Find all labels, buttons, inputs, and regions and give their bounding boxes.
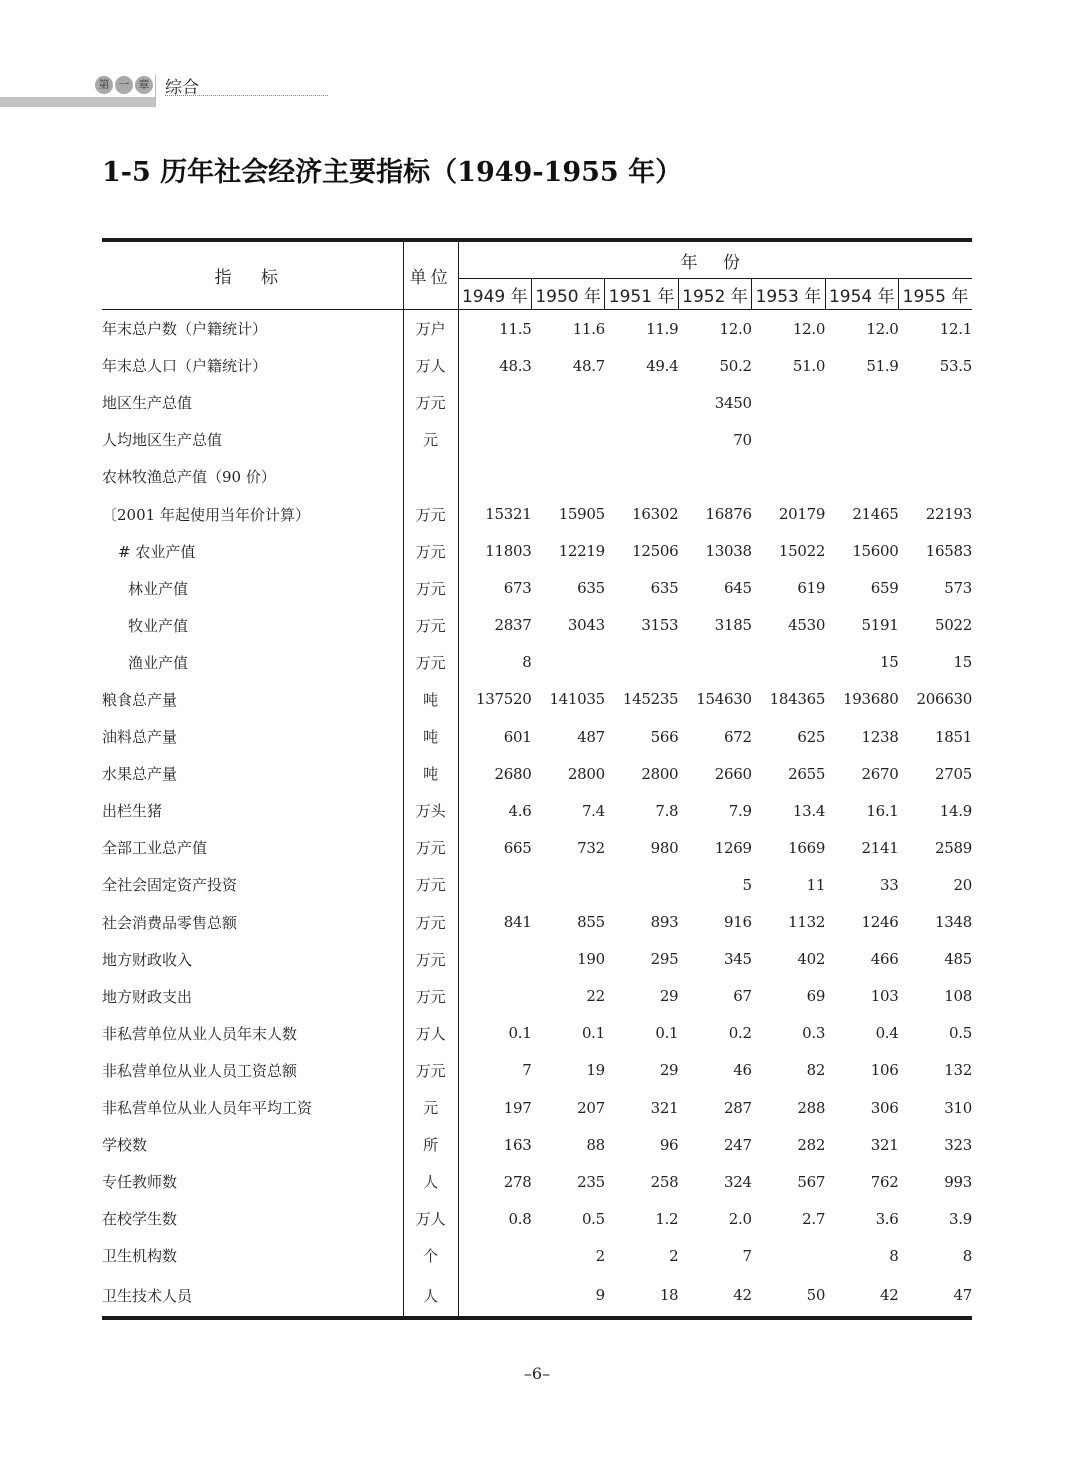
table-row [102, 755, 972, 792]
row-value [752, 458, 825, 495]
row-value: 163 [503, 1135, 532, 1154]
row-indicator: 年末总户数（户籍统计） [102, 320, 268, 339]
row-value: 645 [723, 579, 752, 598]
row-value: 7.9 [728, 801, 752, 820]
row-value: 50 [806, 1286, 826, 1305]
table-row [102, 681, 972, 718]
row-value: 9 [595, 1286, 605, 1305]
table-row [102, 458, 972, 495]
row-indicator: 水果总产量 [102, 765, 178, 784]
row-value: 7 [522, 1061, 532, 1080]
row-value: 19 [586, 1061, 605, 1080]
row-value: 0.4 [875, 1024, 899, 1043]
row-value: 12.0 [792, 319, 826, 338]
row-value: 1238 [861, 727, 899, 746]
row-value: 5022 [935, 616, 972, 635]
row-value: 3.9 [949, 1209, 972, 1228]
row-value: 18 [659, 1286, 679, 1305]
table-row [102, 533, 972, 570]
row-value: 2660 [714, 764, 752, 783]
row-value: 247 [723, 1135, 752, 1154]
row-value: 2800 [641, 764, 679, 783]
row-unit: 万元 [403, 495, 458, 532]
row-indicator: 全社会固定资产投资 [102, 876, 238, 895]
row-value: 184365 [769, 690, 826, 709]
row-value: 42 [733, 1286, 752, 1305]
row-value: 672 [723, 727, 752, 746]
row-value: 14.9 [939, 801, 972, 820]
row-unit: 万人 [403, 1015, 458, 1052]
row-indicator: 人均地区生产总值 [102, 431, 223, 450]
row-value [605, 458, 678, 495]
row-value: 5 [742, 875, 752, 894]
row-value: 16583 [925, 542, 972, 561]
row-value: 1.2 [655, 1209, 679, 1228]
page-number: –6– [523, 1364, 551, 1383]
row-value: 50.2 [719, 356, 752, 375]
row-value: 321 [870, 1135, 899, 1154]
row-indicator: 粮食总产量 [102, 690, 178, 709]
row-value: 69 [806, 987, 826, 1006]
row-value: 12219 [558, 542, 605, 561]
row-value: 893 [650, 913, 679, 932]
table-row [102, 644, 972, 681]
row-unit: 万人 [403, 1200, 458, 1237]
row-value [458, 1237, 531, 1274]
row-value: 916 [723, 913, 752, 932]
row-indicator: 渔业产值 [128, 653, 189, 672]
row-value: 235 [577, 1172, 605, 1191]
table-row [102, 1163, 972, 1200]
row-value: 29 [659, 1061, 679, 1080]
row-unit: 万元 [403, 644, 458, 681]
row-value: 49.4 [646, 356, 679, 375]
row-value: 619 [797, 579, 826, 598]
row-value [458, 978, 531, 1015]
row-value [605, 421, 678, 458]
row-indicator: 农林牧渔总产值（90 价） [102, 468, 276, 487]
row-value: 16302 [632, 505, 679, 524]
row-unit: 元 [403, 421, 458, 458]
row-value: 0.2 [728, 1024, 752, 1043]
row-value: 980 [650, 838, 679, 857]
table-row [102, 310, 972, 348]
row-value: 67 [733, 987, 752, 1006]
row-value: 7.8 [655, 801, 679, 820]
table-row [102, 570, 972, 607]
row-value [752, 1237, 825, 1274]
row-value: 2 [669, 1246, 679, 1265]
row-value: 2680 [494, 764, 532, 783]
row-value: 13038 [705, 542, 752, 561]
row-indicator: 全部工业总产值 [102, 839, 208, 858]
row-value: 282 [797, 1135, 826, 1154]
row-value: 3153 [641, 616, 679, 635]
row-value: 46 [733, 1061, 752, 1080]
column-header-year: 1951 年 [605, 279, 678, 310]
row-value: 51.0 [792, 356, 826, 375]
row-unit: 吨 [403, 755, 458, 792]
row-value: 96 [659, 1135, 679, 1154]
row-unit: 万元 [403, 904, 458, 941]
row-value [458, 458, 531, 495]
table-row [102, 866, 972, 903]
table-row [102, 1052, 972, 1089]
row-value: 4530 [788, 616, 826, 635]
row-value [678, 644, 751, 681]
row-unit: 万元 [403, 978, 458, 1015]
row-indicator: 牧业产值 [128, 616, 189, 635]
row-value [458, 866, 531, 903]
row-unit: 吨 [403, 681, 458, 718]
row-value: 762 [870, 1172, 899, 1191]
chapter-badge: 一 [115, 76, 133, 94]
column-header-indicator: 指 标 [102, 240, 403, 310]
row-value: 12.0 [866, 319, 899, 338]
row-unit: 元 [403, 1089, 458, 1126]
row-value: 466 [870, 950, 899, 969]
row-value: 321 [650, 1098, 679, 1117]
row-value: 635 [577, 579, 605, 598]
row-unit: 万元 [403, 384, 458, 421]
table-row [102, 718, 972, 755]
row-value: 2.0 [728, 1209, 752, 1228]
row-value: 11.6 [572, 319, 605, 338]
row-unit: 万元 [403, 829, 458, 866]
row-value: 0.1 [508, 1024, 532, 1043]
row-unit: 吨 [403, 718, 458, 755]
row-value [825, 421, 898, 458]
row-indicator: 油料总产量 [102, 728, 178, 747]
row-value: 51.9 [866, 356, 899, 375]
row-value: 11803 [485, 542, 532, 561]
header-divider [155, 74, 156, 107]
row-indicator: 非私营单位从业人员年平均工资 [102, 1099, 313, 1118]
row-value: 3185 [714, 616, 752, 635]
row-value [532, 421, 605, 458]
row-indicator: 社会消费品零售总额 [102, 913, 238, 932]
row-value [458, 941, 531, 978]
row-value: 8 [962, 1246, 972, 1265]
row-value: 324 [723, 1172, 752, 1191]
row-value: 11.9 [646, 319, 679, 338]
row-value: 8 [889, 1246, 899, 1265]
row-value: 1269 [714, 838, 752, 857]
row-indicator: 出栏生猪 [102, 802, 163, 821]
row-value: 12506 [632, 542, 679, 561]
header-gray-bar [0, 97, 156, 107]
row-value: 625 [797, 727, 826, 746]
indicators-table [102, 238, 972, 1320]
row-value: 11 [806, 875, 826, 894]
header-dotted-rule [165, 95, 328, 96]
row-value: 2705 [935, 764, 972, 783]
row-unit: 个 [403, 1237, 458, 1274]
row-value: 5191 [861, 616, 899, 635]
row-value: 7.4 [581, 801, 605, 820]
row-value: 197 [503, 1098, 532, 1117]
table-row [102, 904, 972, 941]
chapter-title: 综合 [165, 78, 199, 98]
table-row [102, 792, 972, 829]
row-value [825, 384, 898, 421]
row-value: 11.5 [499, 319, 532, 338]
chapter-badge: 第 [95, 76, 113, 94]
row-value [899, 384, 972, 421]
row-value: 48.7 [572, 356, 605, 375]
row-value: 53.5 [939, 356, 972, 375]
row-unit: 万元 [403, 533, 458, 570]
row-value: 573 [944, 579, 972, 598]
row-indicator: # 农业产值 [118, 542, 196, 561]
row-value [458, 1274, 531, 1318]
row-value: 16.1 [866, 801, 899, 820]
row-value: 2837 [494, 616, 532, 635]
row-value [605, 866, 678, 903]
row-indicator: 学校数 [102, 1136, 148, 1155]
row-value: 12.0 [719, 319, 752, 338]
row-value: 1851 [935, 727, 972, 746]
row-value: 154630 [696, 690, 752, 709]
row-value [532, 384, 605, 421]
row-value: 70 [733, 430, 752, 449]
row-value: 673 [503, 579, 532, 598]
row-unit: 万头 [403, 792, 458, 829]
row-value: 15 [880, 653, 899, 672]
row-value: 841 [503, 913, 532, 932]
row-value [532, 644, 605, 681]
row-value: 0.5 [949, 1024, 972, 1043]
table-row [102, 1200, 972, 1237]
row-value: 108 [944, 987, 972, 1006]
row-value: 855 [577, 913, 605, 932]
row-value: 8 [522, 653, 532, 672]
row-unit: 万元 [403, 1052, 458, 1089]
row-value: 22193 [925, 505, 972, 524]
row-indicator: 卫生机构数 [102, 1247, 178, 1266]
row-value: 3450 [714, 393, 752, 412]
row-unit: 万人 [403, 347, 458, 384]
row-value: 345 [723, 950, 752, 969]
row-unit: 人 [403, 1274, 458, 1318]
column-header-unit: 单位 [403, 240, 458, 310]
row-unit: 万元 [403, 941, 458, 978]
row-value [752, 644, 825, 681]
row-value: 288 [797, 1098, 826, 1117]
row-value: 732 [577, 838, 605, 857]
column-header-year: 1955 年 [902, 286, 969, 307]
row-value [899, 421, 972, 458]
table-row [102, 607, 972, 644]
row-value: 323 [944, 1135, 972, 1154]
row-value: 3043 [567, 616, 605, 635]
row-value: 310 [944, 1098, 972, 1117]
page-title: 1-5 历年社会经济主要指标（1949-1955 年） [102, 157, 683, 188]
table-row [102, 978, 972, 1015]
row-value: 487 [577, 727, 605, 746]
column-header-year: 1950 年 [532, 279, 605, 310]
table-row [102, 495, 972, 532]
row-value: 993 [944, 1172, 972, 1191]
row-indicator: 地方财政支出 [102, 987, 193, 1006]
table-row [102, 1237, 972, 1274]
row-unit: 万户 [403, 310, 458, 348]
row-value: 15905 [558, 505, 605, 524]
table-row [102, 1126, 972, 1163]
row-value: 29 [659, 987, 679, 1006]
row-value: 287 [723, 1098, 752, 1117]
row-value: 7 [742, 1246, 752, 1265]
row-value: 278 [503, 1172, 532, 1191]
row-value: 0.5 [581, 1209, 605, 1228]
row-value: 141035 [549, 690, 605, 709]
row-value: 567 [797, 1172, 826, 1191]
row-value: 1132 [788, 913, 826, 932]
table-row [102, 384, 972, 421]
row-value: 15022 [778, 542, 826, 561]
row-indicator: 年末总人口（户籍统计） [102, 357, 268, 376]
row-value: 566 [650, 727, 679, 746]
row-value: 15 [953, 653, 972, 672]
row-value: 20 [953, 875, 972, 894]
row-value [605, 384, 678, 421]
row-value: 22 [586, 987, 605, 1006]
row-value: 145235 [622, 690, 679, 709]
chapter-badge-group [95, 76, 153, 94]
row-value [678, 458, 751, 495]
row-value: 0.8 [508, 1209, 532, 1228]
row-value: 33 [880, 875, 899, 894]
row-value: 2670 [861, 764, 899, 783]
row-value [458, 421, 531, 458]
row-value: 2141 [861, 838, 899, 857]
row-indicator: 在校学生数 [102, 1210, 178, 1229]
row-indicator: 林业产值 [128, 579, 189, 598]
row-value: 0.1 [655, 1024, 679, 1043]
column-header-year: 1949 年 [458, 279, 531, 310]
row-unit: 万元 [403, 866, 458, 903]
row-value: 2589 [935, 838, 972, 857]
table-row [102, 1015, 972, 1052]
row-value: 295 [650, 950, 679, 969]
row-value: 0.1 [581, 1024, 605, 1043]
column-header-year: 1953 年 [752, 279, 825, 310]
row-indicator: 卫生技术人员 [102, 1286, 193, 1305]
row-indicator: 地区生产总值 [102, 394, 193, 413]
table-row [102, 421, 972, 458]
column-header-year: 1954 年 [825, 279, 898, 310]
row-value: 13.4 [792, 801, 826, 820]
row-value: 1669 [788, 838, 826, 857]
row-value: 21465 [852, 505, 899, 524]
table-row [102, 1089, 972, 1126]
row-value: 103 [870, 987, 899, 1006]
row-value: 2.7 [802, 1209, 826, 1228]
row-value: 665 [503, 838, 532, 857]
table-row [102, 347, 972, 384]
row-value: 2800 [567, 764, 605, 783]
row-value: 193680 [843, 690, 899, 709]
row-indicator: 地方财政收入 [102, 950, 193, 969]
column-header-year: 1952 年 [678, 279, 751, 310]
table-row [102, 941, 972, 978]
column-header-year-group: 年 份 [458, 240, 972, 279]
row-value [899, 458, 972, 495]
row-value: 0.3 [802, 1024, 826, 1043]
row-value: 190 [577, 950, 605, 969]
row-value [752, 384, 825, 421]
row-value: 206630 [916, 690, 972, 709]
row-value: 402 [797, 950, 826, 969]
row-value [752, 421, 825, 458]
table-row [102, 1274, 972, 1318]
row-value: 207 [577, 1098, 605, 1117]
row-indicator: 非私营单位从业人员年末人数 [102, 1024, 298, 1043]
row-value [825, 458, 898, 495]
row-value: 47 [953, 1286, 972, 1305]
row-value [532, 866, 605, 903]
row-value: 2655 [788, 764, 826, 783]
row-value: 4.6 [508, 801, 532, 820]
row-value: 306 [870, 1098, 899, 1117]
row-indicator: 专任教师数 [102, 1173, 178, 1192]
row-value: 258 [650, 1172, 679, 1191]
row-value [532, 458, 605, 495]
row-value: 48.3 [499, 356, 532, 375]
row-value [605, 644, 678, 681]
row-unit: 万元 [403, 607, 458, 644]
row-indicator: 〔2001 年起使用当年价计算） [102, 505, 310, 524]
row-unit: 所 [403, 1126, 458, 1163]
row-value: 635 [650, 579, 679, 598]
row-value: 106 [870, 1061, 899, 1080]
row-value: 1246 [861, 913, 899, 932]
row-value: 3.6 [875, 1209, 899, 1228]
row-unit [403, 458, 458, 495]
row-unit: 人 [403, 1163, 458, 1200]
row-value: 1348 [935, 913, 972, 932]
row-value: 15321 [485, 505, 532, 524]
row-value: 20179 [778, 505, 826, 524]
row-value: 82 [806, 1061, 826, 1080]
row-value: 2 [595, 1246, 605, 1265]
row-value: 659 [870, 579, 899, 598]
row-value: 12.1 [939, 319, 972, 338]
row-value [458, 384, 531, 421]
row-value: 137520 [476, 690, 532, 709]
chapter-badge: 章 [135, 76, 153, 94]
row-value: 16876 [705, 505, 752, 524]
table-row [102, 829, 972, 866]
row-indicator: 非私营单位从业人员工资总额 [102, 1061, 298, 1080]
row-unit: 万元 [403, 570, 458, 607]
row-value: 15600 [852, 542, 899, 561]
row-value: 132 [944, 1061, 972, 1080]
row-value: 88 [586, 1135, 605, 1154]
row-value: 485 [944, 950, 972, 969]
row-value: 42 [880, 1286, 899, 1305]
row-value: 601 [503, 727, 532, 746]
